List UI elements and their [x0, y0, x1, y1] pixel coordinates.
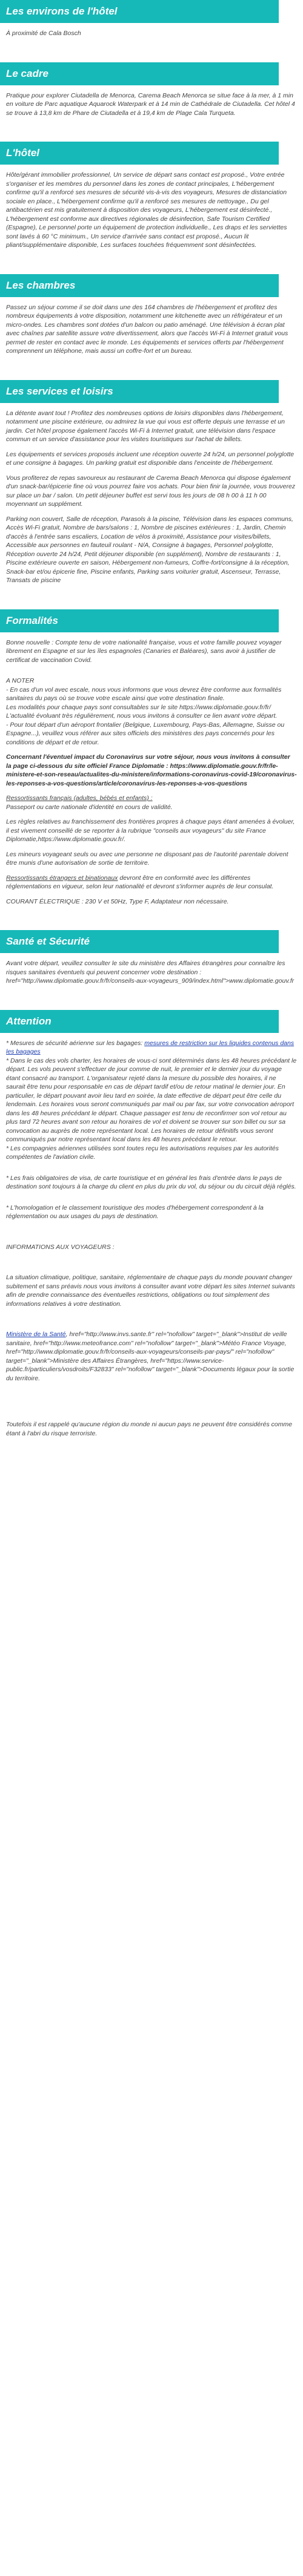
section-body-chambres	[0, 303, 303, 356]
section-hotel	[0, 142, 303, 250]
info-text: La situation climatique, politique, sanitaire, réglementaire de chaque pays du monde pouvant changer subitement et sans préavis nous vous invitons à consulter avant votre départ les sites Internet suivants afin de prendre connaissance des éventuelles restrictions, obligations ou tout simplement des informations relatives à votre destination.	[6, 1274, 295, 1308]
services-p1: La détente avant tout ! Profitez des nombreuses options de loisirs disponibles dans l'hébergement, notamment une piscine extérieure, ou admirez la vue qui vous est offerte depuis une terrasse et un jardin. Cet hôtel propose également l'accès Wi-Fi à Internet gratuit, une télévision dans l'espace commun et un service d'assistance pour les visites touristiques sur l'achat de billets.	[6, 409, 285, 443]
attention-p1	[6, 1039, 297, 1057]
final-warning: Toutefois il est rappelé qu'aucune région du monde ni aucun pays ne peuvent être considérés comme étant à l'abri du risque terroriste.	[6, 1421, 293, 1437]
section-title-sante: Santé et Sécurité	[0, 930, 279, 953]
section-body-cadre	[0, 91, 303, 118]
services-p2: Les équipements et services proposés incluent une réception ouverte 24 h/24, un personnel polyglotte et une consigne à bagages. Un parking gratuit est disponible dans l'enceinte de l'hébergement.	[6, 450, 295, 467]
section-title-chambres: Les chambres	[0, 274, 279, 297]
section-cadre	[0, 62, 303, 118]
section-title-cadre: Le cadre	[0, 62, 279, 85]
links-rest: , href="http://www.invs.sante.fr" rel="nofollow" target="_blank">Institut de veille sanitaire, href="http://www.meteofrance.com" rel="nofollow" target="_blank">Météo France Voyage, href="http://www.diplomatie.gouv.fr/fr/conseils-aux-voyageurs/conseils-par-pays/" rel="nofollow" target="_blank">Ministère des Affaires Étrangères, href="https://www.service-public.fr/particuliers/vosdroits/F32833" rel="nofollow" target="_blank">Documents légaux pour la sortie du territoire.	[6, 1331, 295, 1382]
ministere-sante-link[interactable]: Ministère de la Santé	[6, 1331, 66, 1338]
formalites-p1: Bonne nouvelle : Compte tenu de votre nationalité française, vous et votre famille pouvez voyager librement en Espagne et sur les îles espagnoles (Canaries et Baléares), sans avoir à justifier de certificat de vaccination Covid.	[6, 638, 282, 664]
section-services	[0, 380, 303, 585]
section-title-services: Les services et loisirs	[0, 380, 279, 403]
section-body-services	[0, 409, 303, 585]
liquids-restriction-link[interactable]: mesures de restriction sur les liquides contenus dans les bagages	[6, 1039, 295, 1055]
info-heading: INFORMATIONS AUX VOYAGEURS :	[6, 1243, 115, 1251]
attention-p1-intro: * Mesures de sécurité aérienne sur les bagages:	[6, 1039, 145, 1047]
courant-text: COURANT ÉLECTRIQUE : 230 V et 50Hz, Type F, Adaptateur non nécessaire.	[6, 897, 229, 905]
regles-text: Les règles relatives au franchissement des frontières propres à chaque pays étant amenées à évoluer, il est vivement conseillé de se reporter à la rubrique "conseils aux voyageurs" du site France Diplomatie,https://www.diplomatie.gouv.fr/.	[6, 818, 295, 843]
hotel-text: Hôte/gérant immobilier professionnel, Un service de départ sans contact est proposé., Votre entrée s'organiser et les membres du personnel dans les zones de contact principales, L'hébergement confirme qu'il a renforcé ses mesures de sécurité vis-à-vis des voyageurs, Mesures de distanciation sociale en place., L'hébergement confirme qu'il a renforcé ses mesures de nettoyage., Du gel antibactérien est mis gratuitement à disposition des voyageurs, L'hébergement est désinfecté., L'hébergement est conforme aux directives régionales de désinfection, Safe Tourism Certified (Espagne), Le personnel porte un équipement de protection individuelle., Les draps et les serviettes sont lavés à 60 °C minimum., Un service d'arrivée sans contact est proposé., Aucun lit pliant/supplémentaire disponible, Les surfaces touchées fréquemment sont désinfectées.	[6, 171, 287, 249]
section-body-hotel	[0, 171, 303, 250]
attention-p3: * L'homologation et le classement touristique des modes d'hébergement correspondent à la réglementation ou aux usages du pays de destination.	[6, 1204, 264, 1220]
section-formalites	[0, 609, 303, 906]
section-sante	[0, 930, 303, 986]
section-title-attention: Attention	[0, 1010, 279, 1033]
nota-1: - En cas d'un vol avec escale, nous vous informons que vous devrez être conforme aux formalités sanitaires du pays où se trouve votre escale ainsi que votre destination finale.	[6, 686, 282, 702]
section-body-sante	[0, 959, 303, 986]
section-title-environs: Les environs de l'hôtel	[0, 0, 279, 23]
attention-p2: * Les frais obligatoires de visa, de carte touristique et en général les frais d'entrée dans le pays de destination sont toujours à la charge du client en plus du prix du vol, du séjour ou du circuit déjà réglés.	[6, 1174, 296, 1190]
nota-3: - Pour tout départ d'un aéroport frontalier (Belgique, Luxembourg, Pays-Bas, Allemagne, Suisse ou Espagne...), veuillez vous référer aux sites officiels des ministères des pays concernés pour les conditions de départ et de retour.	[6, 721, 285, 746]
ressort-fr-heading: Ressortissants français (adultes, bébés et enfants) :	[6, 795, 153, 802]
section-chambres	[0, 274, 303, 356]
links-text	[6, 1330, 297, 1383]
etrangers-body: devront être en conformité avec les différentes réglementations en vigueur, selon leur nationalité et devront s'informer auprès de leur consulat.	[6, 874, 274, 890]
services-p3: Vous profiterez de repas savoureux au restaurant de Carema Beach Menorca qui dispose également d'un snack-bar/épicerie fine où vous pourrez faire vos achats. Pour bien finir la journée, vous trouverez sur place un bar / salon. Un petit déjeuner buffet est servi tous les jours de 08 h 00 à 11 h 00 moyennant un supplément.	[6, 474, 296, 508]
section-body-attention	[0, 1039, 303, 1438]
section-body-formalites	[0, 638, 303, 906]
covid-notice: Concernant l'éventuel impact du Coronavirus sur votre séjour, nous vous invitons à consulter la page ci-dessous du site officiel France Diplomatie : https://www.diplomatie.gouv.fr/fr/le-ministere-et-son-reseau/actualites-du-ministere/informations-coronavirus-covid-19/coronavirus-les-reponses-a-vos-questions/article/coronavirus-les-reponses-a-vos-questions	[6, 753, 297, 787]
etrangers-text	[6, 874, 297, 891]
section-attention	[0, 1010, 303, 1438]
mineurs-text: Les mineurs voyageant seuls ou avec une personne ne disposant pas de l'autorité parentale doivent être munis d'une autorisation de sortie de territoire.	[6, 850, 288, 867]
nota-2: Les modalités pour chaque pays sont consultables sur le site https://www.diplomatie.gouv.fr/fr/ L'actualité évoluant très régulièrement, nous vous invitons à consulter ce lien avant votre départ.	[6, 703, 278, 719]
ressort-fr-text: Passeport ou carte nationale d'identité en cours de validité.	[6, 803, 173, 811]
etrangers-heading: Ressortissants étrangers et binationaux	[6, 874, 118, 882]
cadre-text: Pratique pour explorer Ciutadella de Menorca, Carema Beach Menorca se situe face à la mer, à 1 min en voiture de Parc aquatique Aquarock Waterpark et à 14 min de Cathédrale de Ciutadella. Cet hôtel 4 se trouve à 13,8 km de Phare de Ciutadella et à 19,4 km de Plage Cala Turqueta.	[6, 91, 295, 117]
section-title-hotel: L'hôtel	[0, 142, 279, 165]
section-body-environs	[0, 29, 303, 38]
section-title-formalites: Formalités	[0, 609, 279, 632]
attention-p1-b: * Dans le cas des vols charter, les horaires de vous-ci sont déterminés dans les 48 heures précédant le départ. Les vols peuvent s'effectuer de jour comme de nuit, le premier et le dernier jour du voyage étant consacré au transport. L'organisateur rejeté dans la mesure du possible des horaires, il ne saurait être tenu pour responsable en cas de départ tardif et/ou de retour matinal le dernier jour. En particulier, le départ pouvant avoir lieu tard en soirée, la date effective de départ peut être celle du lendemain. Les horaires vous seront communiqués par mail ou par fax, sur votre convocation aéroport dans les 48 heures précédant le départ. Chaque passager est tenu de reconfirmer son vol retour au plus tard 72 heures avant son retour au horaires de vol et doivent se trouver sur son billet ou sur sa convocation au auprès de notre représentant local. Les horaires de retour définitifs vous seront communiqués par notre représentant local dans les 48 heures précédant le retour.	[6, 1057, 297, 1143]
attention-p1-c: * Les compagnies aériennes utilisées sont toutes reçu les autorisations requises par les autorités compétentes de l'aviation civile.	[6, 1144, 279, 1161]
environs-text: À proximité de Cala Bosch	[6, 30, 81, 37]
sante-text: Avant votre départ, veuillez consulter le site du ministère des Affaires étrangères pour connaître les risques sanitaires éventuels qui peuvent concerner votre destination : href="http://www.diplomatie.gouv.fr/fr/conseils-aux-voyageurs_909/index.html">www.diplomatie.gouv.fr	[6, 960, 295, 985]
nota-heading: A NOTER	[6, 677, 35, 684]
services-p4: Parking non couvert, Salle de réception, Parasols à la piscine, Télévision dans les espaces communs, Accès Wi-Fi gratuit, Nombre de bars/salons : 1, Nombre de piscines extérieures : 1, Jardin, Chemin d'accès à l'entrée sans escaliers, Location de vélos à proximité, Assistance pour visites/billets, Accessible aux personnes en fauteuil roulant - N/A, Consigne à bagages, Personnel polyglotte, Réception ouverte 24 h/24, Petit déjeuner disponible (en supplément), Nombre de restaurants : 1, Piscine extérieure ouverte en saison, Hébergement non-fumeurs, Coffre-fort/consigne à la réception, Snack-bar et/ou épicerie fine, Piscine enfants, Parking sans voiturier gratuit, Ascenseur, Terrasse, Transats de piscine	[6, 515, 293, 584]
section-environs	[0, 0, 303, 38]
chambres-text: Passez un séjour comme il se doit dans une des 164 chambres de l'hébergement et profitez des nombreux équipements à votre disposition, notamment une kitchenette avec un réfrigérateur et un micro-ondes. Les chambres sont dotées d'un balcon ou patio aménagé. Une télévision à écran plat avec chaînes par satellite assure votre divertissement, alors que l'accès Wi-Fi à Internet gratuit vous permet de rester en contact avec le monde. Les équipements et services offerts par l'hébergement comprennent un téléphone, mais aussi un coffre-fort et un bureau.	[6, 303, 288, 355]
